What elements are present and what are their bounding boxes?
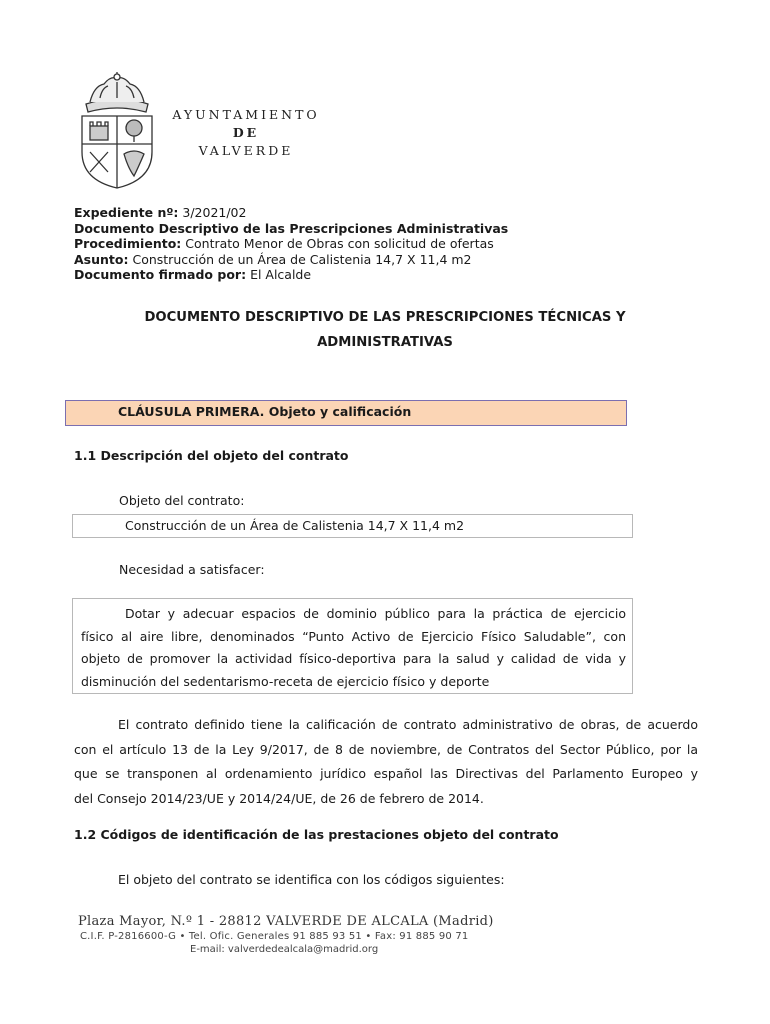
procedimiento-label: Procedimiento: — [74, 236, 182, 251]
necesidad-box — [72, 598, 633, 694]
firmado-row — [74, 267, 508, 283]
clause-heading-box — [65, 400, 627, 426]
asunto-value: Construcción de un Área de Calistenia 14,7 X 11,4 m2 — [132, 251, 472, 267]
necesidad-label: Necesidad a satisfacer: — [119, 562, 265, 577]
objeto-box — [72, 514, 633, 538]
coat-of-arms-icon — [76, 72, 158, 192]
procedimiento-row — [74, 236, 508, 252]
procedimiento-value: Contrato Menor de Obras con solicitud de ofertas — [185, 236, 494, 251]
document-title — [100, 305, 670, 355]
expediente-row — [74, 205, 508, 221]
document-metadata — [74, 205, 508, 283]
doc-type: Documento Descriptivo de las Prescripciones Administrativas — [74, 220, 509, 236]
expediente-label: Expediente nº: — [74, 205, 179, 220]
footer-address: Plaza Mayor, N.º 1 - 28812 VALVERDE DE ALCALA (Madrid) — [78, 914, 494, 929]
document-title-line-1: DOCUMENTO DESCRIPTIVO DE LAS PRESCRIPCIONES TÉCNICAS Y — [144, 310, 626, 325]
footer-contact: C.I.F. P-2816600-G • Tel. Ofic. Generales 91 885 93 51 • Fax: 91 885 90 71 — [80, 931, 469, 942]
necesidad-line: Dotar y adecuar espacios de dominio público para la práctica de ejercicio — [125, 606, 626, 621]
asunto-row — [74, 252, 508, 268]
objeto-label: Objeto del contrato: — [119, 493, 245, 508]
org-line-2: DE — [232, 125, 260, 140]
firmado-label: Documento firmado por: — [74, 267, 247, 282]
necesidad-line: físico al aire libre, denominados “Punto Activo de Ejercicio Físico Saludable”, con — [81, 628, 626, 644]
expediente-value: 3/2021/02 — [182, 205, 247, 220]
clause-heading: CLÁUSULA PRIMERA. Objeto y calificación — [118, 404, 412, 419]
firmado-value: El Alcalde — [250, 267, 312, 282]
section-1-2-heading: 1.2 Códigos de identificación de las prestaciones objeto del contrato — [74, 827, 559, 842]
org-line-3: VALVERDE — [198, 143, 294, 158]
paragraph-line: que se transponen al ordenamiento jurídico español las Directivas del Parlamento Europeo y — [74, 766, 698, 781]
codes-intro: El objeto del contrato se identifica con los códigos siguientes: — [118, 872, 505, 887]
paragraph-line: con el artículo 13 de la Ley 9/2017, de 8 de noviembre, de Contratos del Sector Público, por la — [74, 741, 698, 757]
footer-email: E-mail: valverdedealcala@madrid.org — [190, 944, 379, 955]
objeto-value: Construcción de un Área de Calistenia 14,7 X 11,4 m2 — [125, 518, 465, 533]
paragraph-line: del Consejo 2014/23/UE y 2014/24/UE, de 26 de febrero de 2014. — [74, 790, 484, 806]
doc-type-row — [74, 221, 508, 237]
asunto-label: Asunto: — [74, 251, 129, 267]
necesidad-line: disminución del sedentarismo-receta de ejercicio físico y deporte — [81, 673, 490, 689]
document-title-line-2: ADMINISTRATIVAS — [317, 335, 453, 350]
calificacion-paragraph — [74, 713, 698, 811]
org-line-1: AYUNTAMIENTO — [172, 107, 320, 122]
necesidad-line: objeto de promover la actividad físico-deportiva para la salud y calidad de vida y — [81, 651, 626, 666]
paragraph-line: El contrato definido tiene la calificación de contrato administrativo de obras, de acuerdo — [118, 717, 698, 732]
municipality-name — [166, 106, 326, 160]
section-1-1-heading: 1.1 Descripción del objeto del contrato — [74, 448, 349, 463]
